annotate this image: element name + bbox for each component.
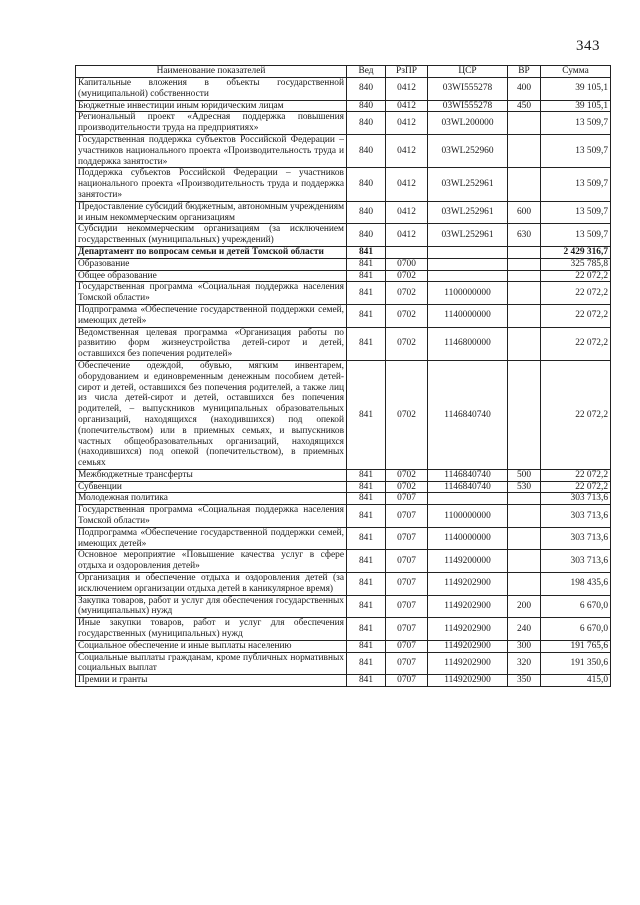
table-row	[76, 652, 611, 675]
cell-name: Подпрограмма «Обеспечение государственной поддержки семей, имеющих детей»	[76, 527, 347, 550]
table-row	[76, 246, 611, 258]
cell-name: Межбюджетные трансферты	[76, 469, 347, 481]
cell-ved: 841	[347, 493, 386, 505]
cell-ved: 841	[347, 618, 386, 641]
cell-name: Обеспечение одеждой, обувью, мягким инвентарем, оборудованием и единовременным денежным пособием детей-сирот и детей, оставшихся без попечения родителей, а также лиц из числа детей-сирот и детей, оставшихся без попечения родителей, – выпускников муниципальных образовательных организаций, находящихся (находившихся) под опекой (попечительством) или в приемных семьях, и выпускников частных общеобразовательных организаций, находящихся (находившихся) под опекой (попечительством), в приемных семьях	[76, 360, 347, 469]
header-sum: Сумма	[541, 66, 611, 78]
table-row	[76, 481, 611, 493]
cell-csr: 1149202900	[428, 573, 508, 596]
table-header-row	[76, 66, 611, 78]
cell-sum: 191 765,6	[541, 640, 611, 652]
table-row	[76, 493, 611, 505]
cell-rzpr: 0700	[386, 258, 428, 270]
cell-vr	[508, 282, 541, 305]
table-row	[76, 201, 611, 224]
cell-rzpr: 0707	[386, 573, 428, 596]
header-ved: Вед	[347, 66, 386, 78]
cell-ved: 840	[347, 224, 386, 247]
cell-rzpr: 0702	[386, 327, 428, 360]
cell-ved: 841	[347, 640, 386, 652]
cell-sum: 39 105,1	[541, 100, 611, 112]
cell-csr: 1146840740	[428, 469, 508, 481]
cell-vr	[508, 246, 541, 258]
cell-name: Образование	[76, 258, 347, 270]
cell-ved: 841	[347, 573, 386, 596]
cell-sum: 6 670,0	[541, 595, 611, 618]
table-row	[76, 168, 611, 201]
cell-name: Социальное обеспечение и иные выплаты населению	[76, 640, 347, 652]
cell-sum: 22 072,2	[541, 481, 611, 493]
cell-sum: 303 713,6	[541, 493, 611, 505]
cell-name: Организация и обеспечение отдыха и оздоровления детей (за исключением организации отдыха детей в каникулярное время)	[76, 573, 347, 596]
table-row	[76, 270, 611, 282]
cell-csr: 03WL252961	[428, 168, 508, 201]
cell-vr	[508, 527, 541, 550]
cell-sum: 2 429 316,7	[541, 246, 611, 258]
cell-rzpr: 0707	[386, 675, 428, 687]
cell-name: Премии и гранты	[76, 675, 347, 687]
cell-ved: 840	[347, 168, 386, 201]
header-csr: ЦСР	[428, 66, 508, 78]
cell-vr	[508, 573, 541, 596]
cell-vr: 600	[508, 201, 541, 224]
cell-vr: 530	[508, 481, 541, 493]
cell-rzpr: 0707	[386, 550, 428, 573]
cell-rzpr: 0412	[386, 100, 428, 112]
cell-vr: 300	[508, 640, 541, 652]
cell-vr	[508, 304, 541, 327]
cell-csr: 03WL200000	[428, 112, 508, 135]
cell-ved: 841	[347, 675, 386, 687]
cell-vr	[508, 270, 541, 282]
cell-ved: 840	[347, 100, 386, 112]
cell-ved: 840	[347, 201, 386, 224]
cell-rzpr: 0412	[386, 224, 428, 247]
cell-name: Субсидии некоммерческим организациям (за исключением государственных (муниципальных) учреждений)	[76, 224, 347, 247]
cell-ved: 841	[347, 304, 386, 327]
cell-vr	[508, 493, 541, 505]
table-row	[76, 100, 611, 112]
cell-ved: 841	[347, 595, 386, 618]
cell-ved: 840	[347, 134, 386, 167]
table-row	[76, 78, 611, 101]
cell-sum: 303 713,6	[541, 505, 611, 528]
cell-name: Государственная программа «Социальная поддержка населения Томской области»	[76, 282, 347, 305]
cell-vr: 320	[508, 652, 541, 675]
cell-ved: 841	[347, 258, 386, 270]
cell-csr: 03WI555278	[428, 100, 508, 112]
table-row	[76, 282, 611, 305]
table-row	[76, 527, 611, 550]
cell-csr: 1146840740	[428, 481, 508, 493]
cell-rzpr: 0707	[386, 505, 428, 528]
cell-csr: 1149202900	[428, 652, 508, 675]
cell-sum: 22 072,2	[541, 360, 611, 469]
cell-csr: 03WL252961	[428, 224, 508, 247]
cell-sum: 325 785,8	[541, 258, 611, 270]
cell-rzpr: 0707	[386, 618, 428, 641]
cell-vr	[508, 112, 541, 135]
cell-rzpr: 0702	[386, 282, 428, 305]
cell-name: Капитальные вложения в объекты государственной (муниципальной) собственности	[76, 78, 347, 101]
cell-csr: 03WL252960	[428, 134, 508, 167]
cell-sum: 22 072,2	[541, 282, 611, 305]
table-row	[76, 675, 611, 687]
cell-csr: 1100000000	[428, 505, 508, 528]
cell-ved: 841	[347, 327, 386, 360]
cell-sum: 13 509,7	[541, 168, 611, 201]
table-row	[76, 134, 611, 167]
cell-vr: 350	[508, 675, 541, 687]
cell-vr	[508, 550, 541, 573]
cell-rzpr: 0702	[386, 304, 428, 327]
cell-vr: 630	[508, 224, 541, 247]
cell-csr	[428, 246, 508, 258]
cell-csr: 1146840740	[428, 360, 508, 469]
page-number: 343	[576, 38, 600, 54]
header-vr: ВР	[508, 66, 541, 78]
cell-rzpr: 0707	[386, 493, 428, 505]
cell-rzpr: 0707	[386, 527, 428, 550]
cell-ved: 840	[347, 78, 386, 101]
cell-rzpr: 0412	[386, 201, 428, 224]
cell-ved: 841	[347, 282, 386, 305]
cell-vr: 500	[508, 469, 541, 481]
cell-sum: 303 713,6	[541, 550, 611, 573]
table-row	[76, 573, 611, 596]
cell-vr: 240	[508, 618, 541, 641]
cell-vr	[508, 258, 541, 270]
cell-rzpr: 0702	[386, 270, 428, 282]
cell-sum: 22 072,2	[541, 469, 611, 481]
cell-sum: 13 509,7	[541, 112, 611, 135]
header-name: Наименование показателей	[76, 66, 347, 78]
table-row	[76, 112, 611, 135]
budget-table	[75, 65, 611, 687]
cell-rzpr: 0702	[386, 469, 428, 481]
cell-csr: 1149200000	[428, 550, 508, 573]
cell-sum: 191 350,6	[541, 652, 611, 675]
cell-csr	[428, 493, 508, 505]
cell-csr: 1149202900	[428, 618, 508, 641]
table-row	[76, 505, 611, 528]
cell-name: Государственная программа «Социальная поддержка населения Томской области»	[76, 505, 347, 528]
cell-sum: 198 435,6	[541, 573, 611, 596]
cell-csr: 03WL252961	[428, 201, 508, 224]
cell-name: Предоставление субсидий бюджетным, автономным учреждениям и иным некоммерческим организациям	[76, 201, 347, 224]
cell-vr: 200	[508, 595, 541, 618]
table-row	[76, 595, 611, 618]
cell-csr: 1149202900	[428, 675, 508, 687]
table-row	[76, 618, 611, 641]
cell-vr: 450	[508, 100, 541, 112]
table-row	[76, 304, 611, 327]
cell-rzpr: 0412	[386, 168, 428, 201]
cell-name: Ведомственная целевая программа «Организация работы по развитию форм жизнеустройства детей-сирот и детей, оставшихся без попечения родителей»	[76, 327, 347, 360]
cell-vr	[508, 327, 541, 360]
cell-rzpr: 0412	[386, 112, 428, 135]
cell-sum: 13 509,7	[541, 201, 611, 224]
cell-rzpr: 0702	[386, 481, 428, 493]
cell-ved: 841	[347, 246, 386, 258]
cell-name: Субвенции	[76, 481, 347, 493]
cell-rzpr: 0412	[386, 134, 428, 167]
cell-csr: 1140000000	[428, 304, 508, 327]
table-row	[76, 640, 611, 652]
cell-name: Департамент по вопросам семьи и детей Томской области	[76, 246, 347, 258]
cell-vr	[508, 360, 541, 469]
cell-csr: 1146800000	[428, 327, 508, 360]
table-row	[76, 550, 611, 573]
cell-rzpr: 0412	[386, 78, 428, 101]
cell-ved: 841	[347, 270, 386, 282]
cell-vr	[508, 505, 541, 528]
cell-ved: 841	[347, 360, 386, 469]
cell-name: Закупка товаров, работ и услуг для обеспечения государственных (муниципальных) нужд	[76, 595, 347, 618]
table-row	[76, 469, 611, 481]
cell-name: Поддержка субъектов Российской Федерации – участников национального проекта «Производительность труда и поддержка занятости»	[76, 168, 347, 201]
cell-csr: 1149202900	[428, 595, 508, 618]
cell-sum: 6 670,0	[541, 618, 611, 641]
cell-rzpr: 0707	[386, 595, 428, 618]
cell-csr	[428, 258, 508, 270]
cell-name: Государственная поддержка субъектов Российской Федерации – участников национального проекта «Производительность труда и поддержка занятости»	[76, 134, 347, 167]
cell-csr: 03WI555278	[428, 78, 508, 101]
header-rzpr: РзПР	[386, 66, 428, 78]
cell-sum: 13 509,7	[541, 134, 611, 167]
table-row	[76, 224, 611, 247]
cell-ved: 841	[347, 527, 386, 550]
cell-name: Иные закупки товаров, работ и услуг для обеспечения государственных (муниципальных) нужд	[76, 618, 347, 641]
cell-ved: 840	[347, 112, 386, 135]
cell-ved: 841	[347, 469, 386, 481]
cell-sum: 22 072,2	[541, 304, 611, 327]
cell-csr: 1140000000	[428, 527, 508, 550]
cell-vr: 400	[508, 78, 541, 101]
cell-sum: 303 713,6	[541, 527, 611, 550]
cell-sum: 415,0	[541, 675, 611, 687]
cell-csr	[428, 270, 508, 282]
cell-ved: 841	[347, 550, 386, 573]
cell-rzpr: 0707	[386, 640, 428, 652]
table-row	[76, 258, 611, 270]
table-row	[76, 327, 611, 360]
cell-vr	[508, 168, 541, 201]
cell-rzpr	[386, 246, 428, 258]
cell-csr: 1149202900	[428, 640, 508, 652]
cell-rzpr: 0707	[386, 652, 428, 675]
cell-name: Подпрограмма «Обеспечение государственной поддержки семей, имеющих детей»	[76, 304, 347, 327]
cell-csr: 1100000000	[428, 282, 508, 305]
cell-sum: 22 072,2	[541, 270, 611, 282]
table-body	[76, 78, 611, 687]
cell-sum: 13 509,7	[541, 224, 611, 247]
cell-ved: 841	[347, 505, 386, 528]
cell-ved: 841	[347, 481, 386, 493]
cell-name: Молодежная политика	[76, 493, 347, 505]
cell-vr	[508, 134, 541, 167]
cell-name: Основное мероприятие «Повышение качества услуг в сфере отдыха и оздоровления детей»	[76, 550, 347, 573]
cell-name: Общее образование	[76, 270, 347, 282]
cell-name: Социальные выплаты гражданам, кроме публичных нормативных социальных выплат	[76, 652, 347, 675]
cell-sum: 39 105,1	[541, 78, 611, 101]
cell-sum: 22 072,2	[541, 327, 611, 360]
cell-ved: 841	[347, 652, 386, 675]
cell-rzpr: 0702	[386, 360, 428, 469]
cell-name: Региональный проект «Адресная поддержка повышения производительности труда на предприятиях»	[76, 112, 347, 135]
cell-name: Бюджетные инвестиции иным юридическим лицам	[76, 100, 347, 112]
table-row	[76, 360, 611, 469]
